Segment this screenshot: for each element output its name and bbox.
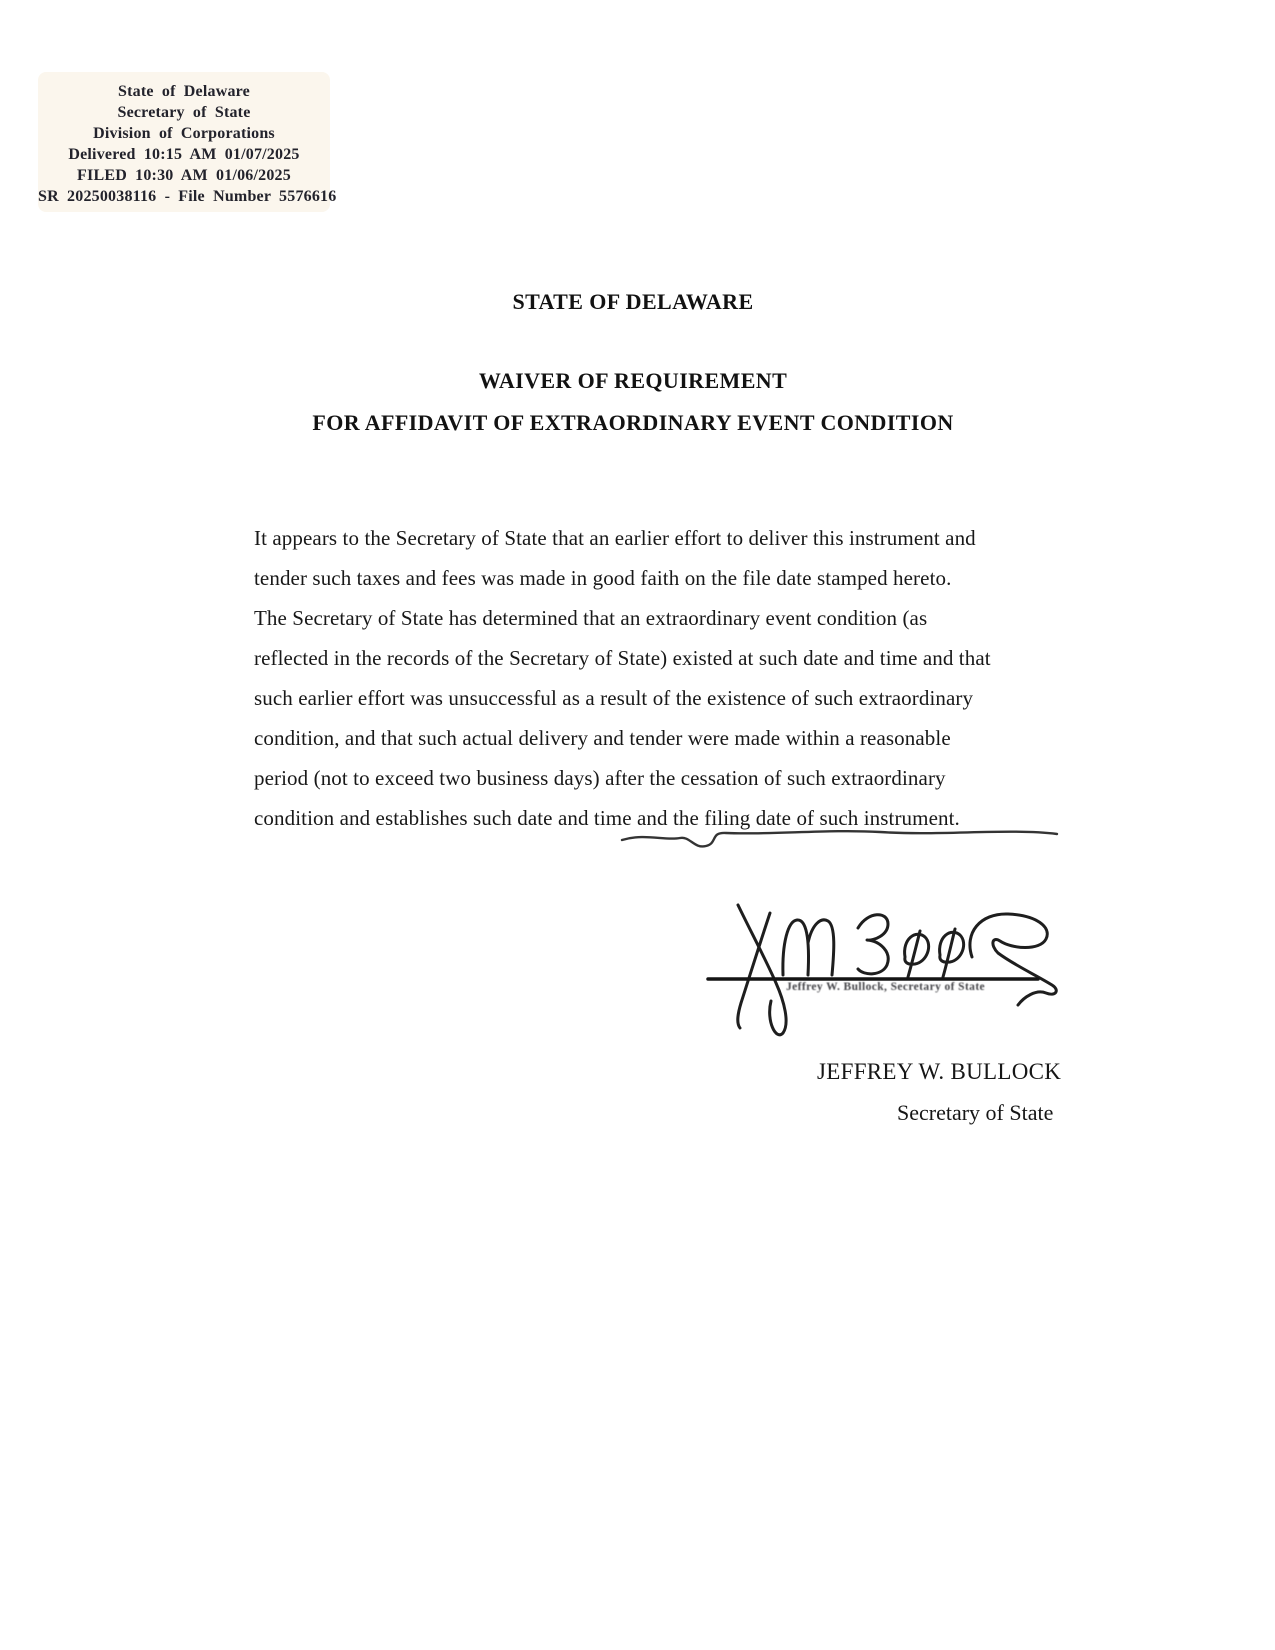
stamp-line-delivered: Delivered 10:15 AM 01/07/2025 [68,146,300,163]
body-line: period (not to exceed two business days) after the cessation of such extraordinary [254,766,946,790]
signer-name: JEFFREY W. BULLOCK [817,1059,1062,1084]
document-subtitle-line1: WAIVER OF REQUIREMENT [478,368,788,393]
body-line: condition, and that such actual delivery and tender were made within a reasonable [254,726,951,750]
stamp-line-division: Division of Corporations [93,125,275,142]
signature-caption: Jeffrey W. Bullock, Secretary of State [786,981,986,993]
filing-stamp [38,72,337,212]
document-title: STATE OF DELAWARE [512,289,754,314]
body-line: It appears to the Secretary of State that an earlier effort to deliver this instrument and [254,526,976,550]
stamp-line-file-number: SR 20250038116 - File Number 5576616 [38,188,337,205]
body-paragraph [254,518,1074,838]
body-line: The Secretary of State has determined that an extraordinary event condition (as [254,606,928,630]
body-line: such earlier effort was unsuccessful as a result of the existence of such extraordinary [254,686,974,710]
stamp-line-state: State of Delaware [118,83,250,100]
body-line: condition and establishes such date and time and the filing date of such instrument. [254,806,960,830]
signer-title: Secretary of State [897,1100,1054,1125]
signature-image [620,825,1060,1045]
stamp-line-secretary: Secretary of State [117,104,251,121]
body-line: reflected in the records of the Secretary of State) existed at such date and time and that [254,646,991,670]
stamp-line-filed: FILED 10:30 AM 01/06/2025 [77,167,291,184]
document-subtitle-line2: FOR AFFIDAVIT OF EXTRAORDINARY EVENT CONDITION [312,410,954,435]
body-line: tender such taxes and fees was made in good faith on the file date stamped hereto. [254,566,952,590]
